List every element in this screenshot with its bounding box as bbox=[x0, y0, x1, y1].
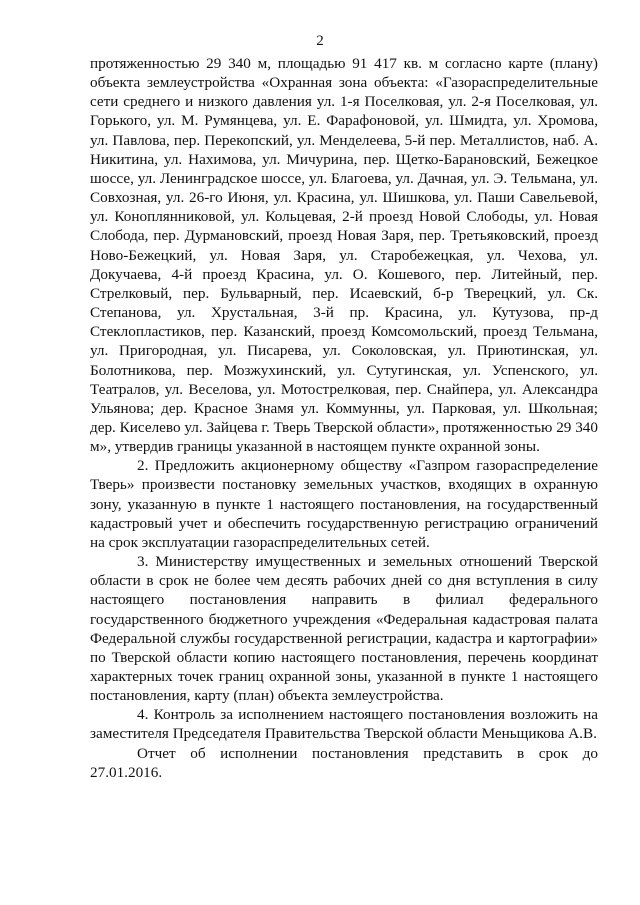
paragraph-item-4: 4. Контроль за исполнением настоящего постановления возложить на заместителя Председателя Правительства Тверской области Меньщикова А.В. bbox=[90, 706, 598, 743]
paragraph-item-2: 2. Предложить акционерному обществу «Газпром газораспределение Тверь» произвести постановку земельных участков, входящих в охранную зону, указанную в пункте 1 настоящего постановления, на государственный кадастровый учет и обеспечить государственную регистрацию ограничений на срок эксплуатации газораспределительных сетей. bbox=[90, 457, 598, 551]
paragraph-report-deadline: Отчет об исполнении постановления представить в срок до 27.01.2016. bbox=[90, 744, 598, 781]
paragraph-continuation: протяженностью 29 340 м, площадью 91 417 кв. м согласно карте (плану) объекта землеустройства «Охранная зона объекта: «Газораспределительные сети среднего и низкого давления ул. 1-я Поселковая, ул. 2-я Поселковая, ул. Горького, ул. М. Румянцева, ул. Е. Фарафоновой, ул. Шмидта, ул. Хромова, ул. Павлова, пер. Перекопский, ул. Менделеева, 5-й пер. Металлистов, наб. А. Никитина, ул. Нахимова, ул. Мичурина, пер. Щетко-Барановский, Бежецкое шоссе, ул. Ленинградское шоссе, ул. Благоева, ул. Дачная, ул. Э. Тельмана, ул. Совхозная, ул. 26-го Июня, ул. Красина, ул. Шишкова, ул. Паши Савельевой, ул. Коноплянниковой, ул. Кольцевая, 2-й проезд Новой Слободы, ул. Новая Слобода, пер. Дурмановский, проезд Новая Заря, пер. Третьяковский, проезд Ново-Бежецкий, ул. Новая Заря, ул. Старобежецкая, ул. Чехова, ул. Докучаева, 4-й проезд Красина, ул. О. Кошевого, пер. Литейный, пер. Стрелковый, пер. Бульварный, пер. Исаевский, б-р Тверецкий, ул. Ск. Степанова, ул. Хрустальная, 3-й пр. Красина, ул. Кутузова, пр-д Стеклопластиков, пер. Казанский, проезд Комсомольский, проезд Тельмана, ул. Пригородная, ул. Писарева, ул. Соколовская, ул. Приютинская, ул. Болотникова, пер. Мозжухинский, ул. Сутугинская, ул. Успенского, ул. Театралов, ул. Веселова, ул. Мотострелковая, пер. Снайпера, ул. Александра Ульянова; дер. Красное Знамя ул. Коммунны, ул. Парковая, ул. Школьная; дер. Киселево ул. Зайцева г. Тверь Тверской области», протяженностью 29 340 м», утвердив границы указанной в настоящем пункте охранной зоны. bbox=[90, 55, 598, 456]
page-number: 2 bbox=[316, 33, 324, 49]
document-body bbox=[90, 54, 598, 782]
paragraph-item-3: 3. Министерству имущественных и земельных отношений Тверской области в срок не более чем десять рабочих дней со дня вступления в силу настоящего постановления направить в филиал федерального государственного бюджетного учреждения «Федеральная кадастровая палата Федеральной службы государственной регистрации, кадастра и картографии» по Тверской области копию настоящего постановления, перечень координат характерных точек границ охранной зоны, указанной в пункте 1 настоящего постановления, карту (план) объекта землеустройства. bbox=[90, 553, 598, 705]
